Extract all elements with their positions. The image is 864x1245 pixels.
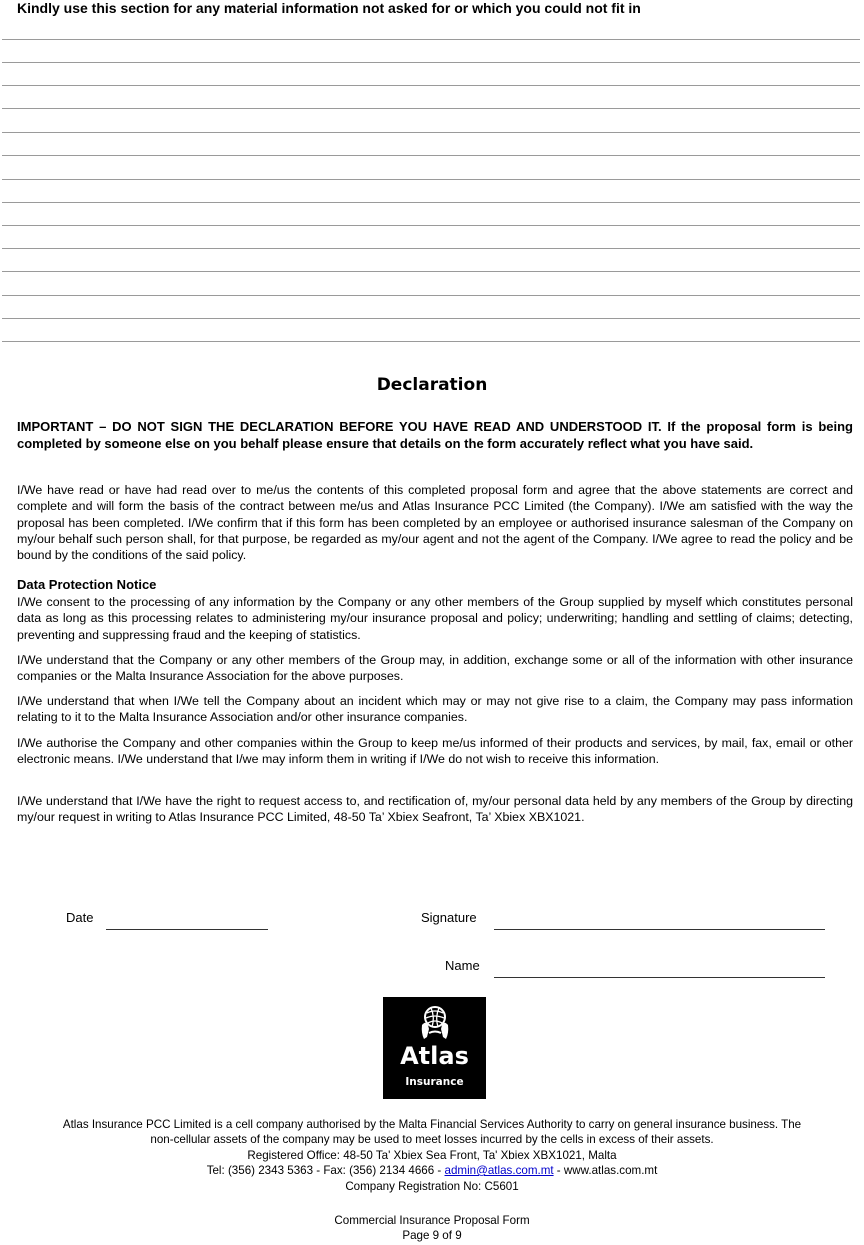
writing-line[interactable] [2,85,860,86]
footer-registered-office: Registered Office: 48-50 Ta' Xbiex Sea Front, Ta' Xbiex XBX1021, Malta [247,1149,617,1162]
name-field[interactable] [494,977,825,978]
footer-assets-note: non-cellular assets of the company may be used to meet losses incurred by the cells in excess of their assets. [150,1133,714,1146]
footer-registration: Company Registration No: C5601 [345,1180,519,1193]
atlas-insurance-logo [383,997,486,1099]
writing-line[interactable] [2,248,860,249]
signature-label: Signature [421,910,477,925]
writing-line[interactable] [2,62,860,63]
signature-field[interactable] [494,929,825,930]
data-protection-paragraph: I/We understand that I/We have the right to request access to, and rectification of, my/our personal data held by any members of the Group by directing my/our request in writing to Atlas Insurance PCC Limited, 48-50 Ta’ Xbiex Seafront, Ta’ Xbiex XBX1021. [17,794,853,825]
footer-authorisation: Atlas Insurance PCC Limited is a cell company authorised by the Malta Financial Services Authority to carry on general insurance business. The [62,1118,802,1131]
logo-wordmark: Atlas [400,1042,469,1070]
date-label: Date [66,910,94,925]
writing-line[interactable] [2,39,860,40]
logo-subtitle: Insurance [405,1076,464,1088]
writing-line[interactable] [2,295,860,296]
declaration-paragraph: I/We have read or have had read over to me/us the contents of this completed proposal form and agree that the above statements are correct and complete and will form the basis of the contract between me/us and Atlas Insurance PCC Limited (the Company). I/We am satisfied with the way the proposal has been completed. I/We confirm that if this form has been completed by an employee or authorised insurance salesman of the Company on my/our behalf such person shall, for that purpose, be regarded as my/our agent and not the agent of the Company. I/We agree to read the policy and be bound by the conditions of the said policy. [17,483,853,563]
data-protection-paragraph: I/We consent to the processing of any information by the Company or any other members of the Group supplied by myself which constitutes personal data as long as this processing relates to administering my/our insurance proposal and policy; underwriting; handling and settling of claims; detecting, preventing and suppressing fraud and the keeping of statistics. [17,595,853,642]
section-instruction: Kindly use this section for any material information not asked for or which you could not fit in [17,0,641,16]
atlas-globe-emblem-icon [419,1003,451,1041]
writing-line[interactable] [2,155,860,156]
declaration-title: Declaration [376,375,488,395]
footer-contact [0,1163,864,1179]
writing-line[interactable] [2,132,860,133]
data-protection-paragraph: I/We understand that the Company or any other members of the Group may, in addition, exchange some or all of the information with other insurance companies or the Malta Insurance Association for the above purposes. [17,653,853,684]
name-label: Name [445,958,480,973]
data-protection-heading: Data Protection Notice [17,577,157,592]
writing-line[interactable] [2,108,860,109]
writing-line[interactable] [2,179,860,180]
writing-line[interactable] [2,318,860,319]
form-name: Commercial Insurance Proposal Form [334,1214,530,1227]
data-protection-paragraph: I/We authorise the Company and other companies within the Group to keep me/us informed of their products and services, by mail, fax, email or other electronic means. I/We understand that I/we may inform them in writing if I/We do not wish to receive this information. [17,736,853,767]
footer-phone-fax: Tel: (356) 2343 5363 - Fax: (356) 2134 4666 - [206,1164,445,1177]
footer-website: - www.atlas.com.mt [553,1164,658,1177]
data-protection-paragraph: I/We understand that when I/We tell the Company about an incident which may or may not give rise to a claim, the Company may pass information relating to it to the Malta Insurance Association and/or other insurance companies. [17,694,853,725]
important-notice: IMPORTANT – DO NOT SIGN THE DECLARATION BEFORE YOU HAVE READ AND UNDERSTOOD IT. If the proposal form is being completed by someone else on you behalf please ensure that details on the form accurately reflect what you have said. [17,419,853,451]
footer-email-link[interactable]: admin@atlas.com.mt [444,1164,554,1177]
date-field[interactable] [106,929,268,930]
page-number: Page 9 of 9 [402,1229,462,1242]
writing-line[interactable] [2,202,860,203]
writing-line[interactable] [2,225,860,226]
writing-line[interactable] [2,271,860,272]
writing-line[interactable] [2,341,860,342]
